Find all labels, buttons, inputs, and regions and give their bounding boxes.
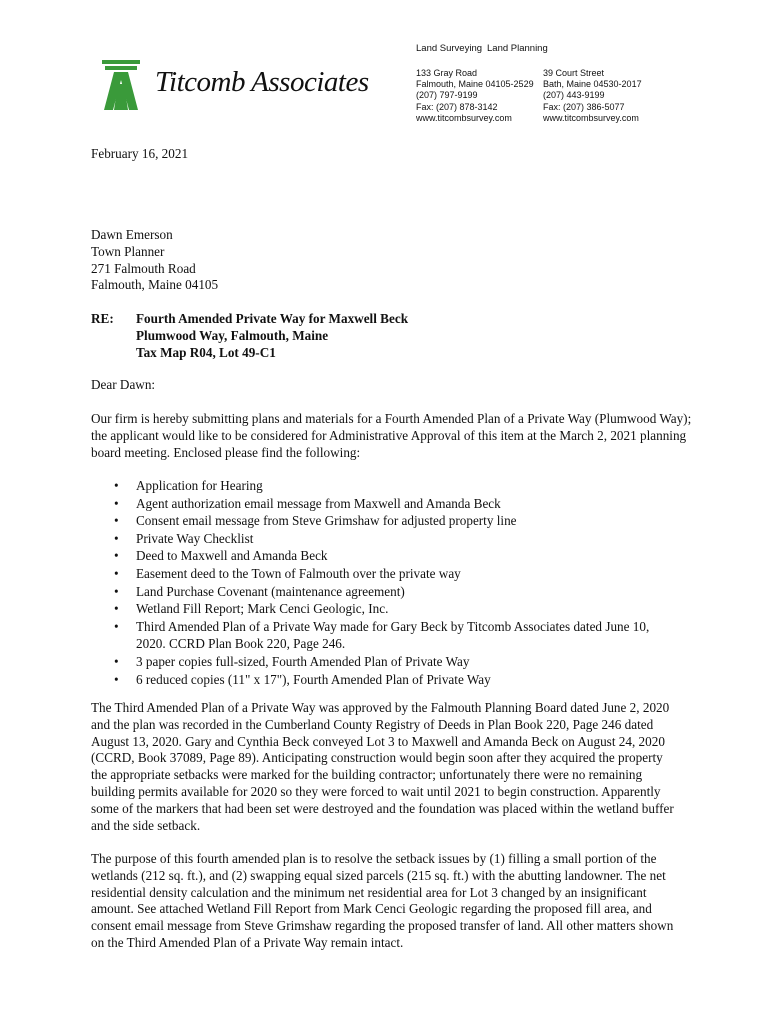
recipient-line: Falmouth, Maine 04105 bbox=[91, 277, 219, 293]
bullet-icon: • bbox=[114, 548, 119, 564]
list-item: • Wetland Fill Report; Mark Cenci Geologic, Inc. bbox=[114, 601, 389, 617]
service-land-planning: Land Planning bbox=[487, 43, 548, 54]
paragraph-line: the appropriate setbacks were marked for the building contractor; unfortunately there were no remaining bbox=[91, 767, 643, 783]
office1-line: 133 Gray Road bbox=[416, 68, 478, 78]
office-bath-address bbox=[543, 68, 642, 124]
paragraph-line: Our firm is hereby submitting plans and materials for a Fourth Amended Plan of a Private Way (Plumwood Way); bbox=[91, 411, 692, 426]
bullet-icon: • bbox=[114, 618, 119, 634]
paragraph-line: on the Third Amended Plan of a Private Way remain intact. bbox=[91, 934, 404, 950]
office1-line: (207) 797-9199 bbox=[416, 90, 478, 101]
office1-line: Fax: (207) 878-3142 bbox=[416, 101, 498, 112]
bullet-icon: • bbox=[114, 495, 119, 511]
letter-date: February 16, 2021 bbox=[91, 146, 189, 161]
paragraph-line: residential density calculation and the minimum net residential area for Lot 3 changed by an insignificant bbox=[91, 884, 647, 900]
company-name: Titcomb Associates bbox=[155, 66, 369, 98]
background-paragraph bbox=[91, 700, 674, 834]
titcomb-logo-icon bbox=[102, 60, 140, 110]
office2-line: Fax: (207) 386-5077 bbox=[543, 101, 625, 112]
paragraph-line: The Third Amended Plan of a Private Way was approved by the Falmouth Planning Board dated June 2, 2020 bbox=[91, 700, 670, 715]
list-item: • 6 reduced copies (11" x 17"), Fourth Amended Plan of Private Way bbox=[114, 671, 491, 687]
re-subject bbox=[136, 311, 408, 361]
recipient-line: 271 Falmouth Road bbox=[91, 260, 196, 276]
bullet-icon: • bbox=[114, 530, 119, 546]
bullet-icon: • bbox=[114, 513, 119, 529]
paragraph-line: some of the markers that had been set were destroyed and the foundation was placed within the wetland buffer bbox=[91, 800, 674, 816]
re-line: Fourth Amended Private Way for Maxwell Beck bbox=[136, 311, 409, 326]
re-label: RE: bbox=[91, 311, 114, 326]
recipient-address bbox=[91, 227, 218, 294]
bullet-icon: • bbox=[114, 478, 119, 493]
service-land-surveying: Land Surveying bbox=[416, 43, 483, 54]
bullet-icon: • bbox=[114, 601, 119, 617]
list-item: • Consent email message from Steve Grimshaw for adjusted property line bbox=[114, 513, 517, 529]
bullet-icon: • bbox=[114, 583, 119, 599]
paragraph-line: consent email message from Steve Grimshaw regarding the proposed transfer of land. All other matters shown bbox=[91, 918, 674, 934]
office2-line: Bath, Maine 04530-2017 bbox=[543, 79, 642, 90]
re-line: Tax Map R04, Lot 49-C1 bbox=[136, 344, 276, 360]
paragraph-line: August 13, 2020. Gary and Cynthia Beck conveyed Lot 3 to Maxwell and Amanda Beck on August 24, 2020 bbox=[91, 733, 665, 749]
list-item: • Deed to Maxwell and Amanda Beck bbox=[114, 548, 328, 564]
office-falmouth-address bbox=[416, 68, 534, 124]
list-item: • Agent authorization email message from Maxwell and Amanda Beck bbox=[114, 495, 501, 511]
list-item: • Third Amended Plan of a Private Way made for Gary Beck by Titcomb Associates dated June 10, 2020. CCRD Plan Book 220, Page 246. bbox=[114, 618, 650, 652]
list-item: • Easement deed to the Town of Falmouth over the private way bbox=[114, 565, 461, 581]
list-item: • 3 paper copies full-sized, Fourth Amended Plan of Private Way bbox=[114, 653, 470, 669]
purpose-paragraph bbox=[91, 851, 673, 952]
paragraph-line: and the plan was recorded in the Cumberland County Registry of Deeds in Plan Book 220, Page 246 dated bbox=[91, 716, 654, 732]
recipient-line: Dawn Emerson bbox=[91, 227, 173, 242]
list-item: • Private Way Checklist bbox=[114, 530, 254, 546]
office2-line: (207) 443-9199 bbox=[543, 90, 605, 101]
re-line: Plumwood Way, Falmouth, Maine bbox=[136, 327, 329, 343]
paragraph-line: (CCRD, Book 37089, Page 89). Anticipating construction would begin soon after they acquired the property bbox=[91, 750, 663, 766]
paragraph-line: building permits available for 2020 so they were forced to wait until 2021 to begin construction. Apparently bbox=[91, 783, 661, 799]
bullet-icon: • bbox=[114, 565, 119, 581]
office1-website: www.titcombsurvey.com bbox=[416, 112, 512, 123]
intro-paragraph bbox=[91, 411, 691, 461]
office2-website: www.titcombsurvey.com bbox=[543, 112, 639, 123]
list-item: • Land Purchase Covenant (maintenance agreement) bbox=[114, 583, 405, 599]
bullet-icon: • bbox=[114, 653, 119, 669]
paragraph-line: board meeting. Enclosed please find the following: bbox=[91, 444, 361, 460]
recipient-line: Town Planner bbox=[91, 243, 165, 259]
paragraph-line: the applicant would like to be considered for Administrative Approval of this item at the March 2, 2021 planning bbox=[91, 427, 687, 443]
paragraph-line: The purpose of this fourth amended plan is to resolve the setback issues by (1) filling a small portion of the bbox=[91, 851, 657, 866]
bullet-icon: • bbox=[114, 671, 119, 687]
enclosure-list bbox=[111, 477, 649, 688]
paragraph-line: wetlands (212 sq. ft.), and (2) swapping equal sized parcels (215 sq. ft.) with the abutting landowner. The net bbox=[91, 867, 666, 883]
list-item: • Application for Hearing bbox=[114, 478, 263, 493]
paragraph-line: and the side setback. bbox=[91, 817, 201, 833]
office1-line: Falmouth, Maine 04105-2529 bbox=[416, 79, 534, 90]
office2-line: 39 Court Street bbox=[543, 68, 605, 78]
paragraph-line: amount. See attached Wetland Fill Report from Mark Cenci Geologic regarding the proposed fill area, and bbox=[91, 901, 652, 917]
salutation: Dear Dawn: bbox=[91, 377, 156, 392]
